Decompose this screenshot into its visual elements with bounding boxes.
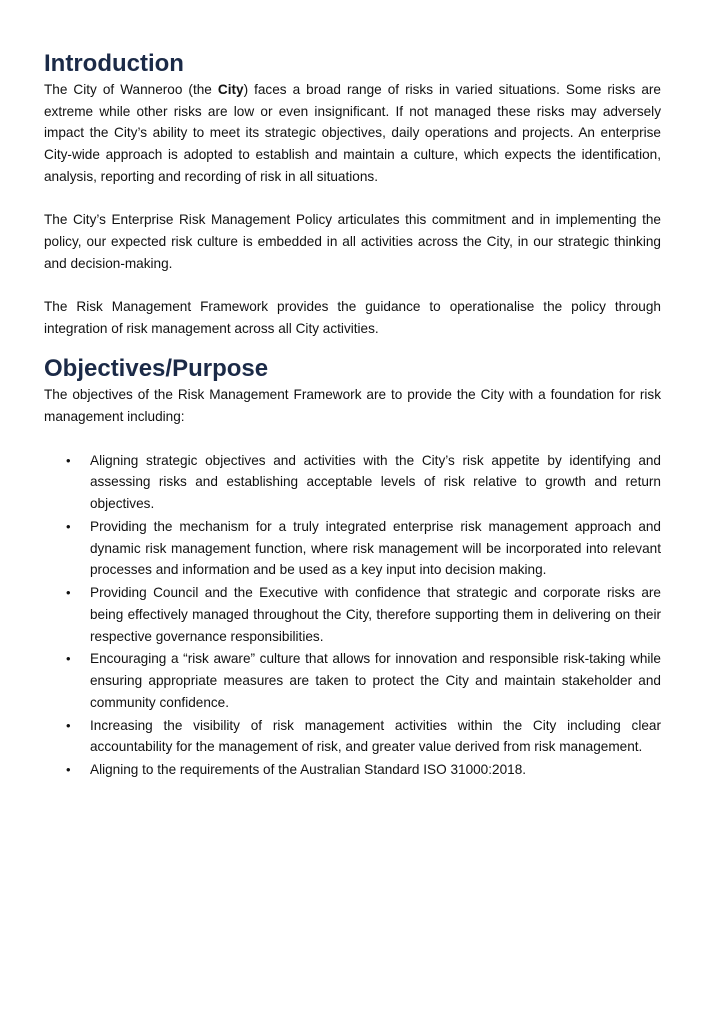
bullet-icon: •: [66, 518, 71, 534]
introduction-heading: Introduction: [44, 50, 184, 77]
list-item-text: Encouraging a “risk aware” culture that allows for innovation and responsible risk-taking while ensuring appropriate measures are taken to protect the City and maintain stakeholder and community confidence.: [90, 651, 661, 710]
introduction-paragraph-3: The Risk Management Framework provides the guidance to operationalise the policy through integration of risk management across all City activities.: [44, 299, 661, 336]
objectives-list: [44, 450, 661, 781]
introduction-paragraph-1: [44, 79, 661, 188]
introduction-section: [44, 50, 661, 339]
introduction-paragraph-1-start: The City of Wanneroo (the: [44, 82, 218, 97]
objectives-heading: Objectives/Purpose: [44, 355, 269, 383]
list-item-text: Aligning strategic objectives and activities with the City’s risk appetite by identifying and assessing risks and establishing acceptable levels of risk relative to growth and return objectives.: [90, 452, 661, 511]
city-defined-term: City: [217, 82, 244, 97]
list-item: [44, 648, 661, 713]
objectives-lead-paragraph: The objectives of the Risk Management Framework are to provide the City with a foundation for risk management including:: [44, 387, 661, 425]
list-item: [44, 715, 661, 758]
list-item: [44, 759, 661, 781]
bullet-icon: •: [66, 452, 71, 468]
list-item-text: Providing the mechanism for a truly integrated enterprise risk management approach and dynamic risk management function, where risk management will be incorporated into relevant processes and information and be used as a key input into decision making.: [90, 518, 661, 578]
bullet-icon: •: [66, 585, 71, 601]
document-page: [44, 50, 661, 782]
objectives-section: [44, 355, 661, 781]
bullet-icon: •: [66, 651, 71, 667]
list-item: [44, 582, 661, 647]
list-item-text: Aligning to the requirements of the Australian Standard ISO 31000:2018.: [90, 762, 527, 778]
list-item: [44, 516, 661, 581]
introduction-paragraph-1-rest: ) faces a broad range of risks in varied situations. Some risks are extreme while other risks are low or even insignificant. If not managed these risks may adversely impact the City’s ability to meet its strategic objectives, daily operations and projects. An enterprise City-wide approach is adopted to establish and maintain a culture, which expects the identification, analysis, reporting and recording of risk in all situations.: [44, 82, 661, 184]
list-item-text: Providing Council and the Executive with confidence that strategic and corporate risks are being effectively managed throughout the City, therefore supporting them in delivering on their respective governance responsibilities.: [90, 585, 661, 644]
introduction-paragraph-2: The City’s Enterprise Risk Management Policy articulates this commitment and in implementing the policy, our expected risk culture is embedded in all activities across the City, in our strategic thinking and decision-making.: [44, 212, 661, 271]
bullet-icon: •: [66, 717, 71, 733]
bullet-icon: •: [66, 762, 71, 778]
list-item-text: Increasing the visibility of risk management activities within the City including clear accountability for the management of risk, and greater value derived from risk management.: [90, 717, 661, 755]
list-item: [44, 450, 661, 515]
